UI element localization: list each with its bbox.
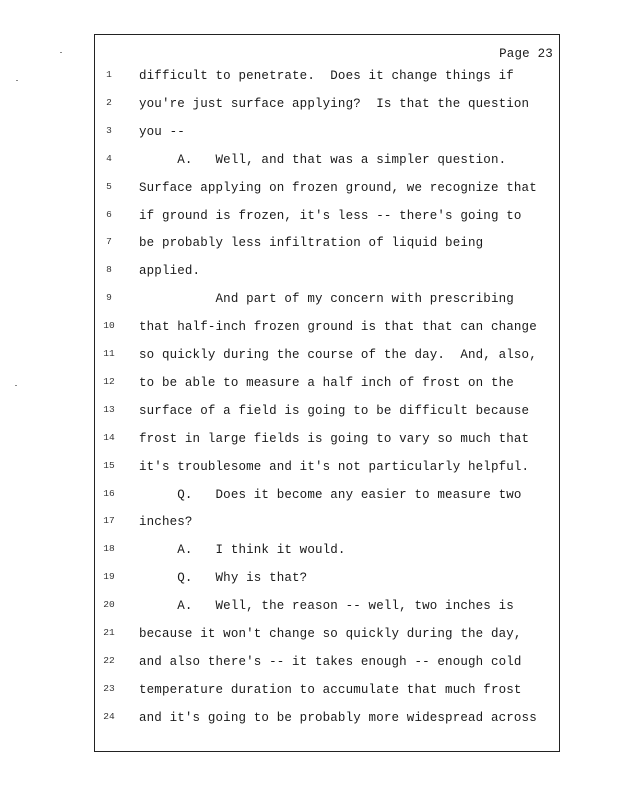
transcript-line xyxy=(95,181,561,201)
line-number: 8 xyxy=(106,264,112,276)
line-text: and it's going to be probably more widespread across xyxy=(139,710,537,725)
line-text: surface of a field is going to be difficult because xyxy=(139,403,530,418)
line-number: 16 xyxy=(103,487,115,499)
transcript-line xyxy=(95,488,561,508)
scan-speck xyxy=(15,385,17,386)
transcript-line xyxy=(95,125,561,145)
transcript-line xyxy=(95,460,561,480)
line-text: and also there's -- it takes enough -- enough cold xyxy=(139,654,522,669)
line-number: 2 xyxy=(106,96,112,108)
transcript-line xyxy=(95,97,561,117)
transcript-line xyxy=(95,264,561,284)
line-number: 6 xyxy=(106,208,112,220)
line-text: applied. xyxy=(139,264,201,279)
line-number: 14 xyxy=(103,431,115,443)
line-text: A. I think it would. xyxy=(139,543,346,558)
transcript-line xyxy=(95,348,561,368)
line-number: 21 xyxy=(103,627,115,638)
line-text: it's troublesome and it's not particularly helpful. xyxy=(139,459,530,474)
transcript-line xyxy=(95,404,561,424)
transcript-line xyxy=(95,69,561,89)
line-number: 9 xyxy=(106,292,112,304)
line-number: 19 xyxy=(103,571,115,583)
line-text: be probably less infiltration of liquid being xyxy=(139,236,484,251)
line-number: 15 xyxy=(103,459,115,471)
transcript-line xyxy=(95,236,561,256)
transcript-line xyxy=(95,292,561,312)
line-text: if ground is frozen, it's less -- there's going to xyxy=(139,208,522,223)
transcript-line xyxy=(95,571,561,591)
line-number: 18 xyxy=(103,543,115,555)
line-text: inches? xyxy=(139,515,193,530)
transcript-line xyxy=(95,683,561,703)
scan-speck xyxy=(16,80,18,81)
line-number: 22 xyxy=(103,654,115,666)
transcript-line xyxy=(95,627,561,647)
line-text: difficult to penetrate. Does it change things if xyxy=(139,69,514,83)
line-text: Q. Does it become any easier to measure two xyxy=(139,487,522,502)
line-text: to be able to measure a half inch of frost on the xyxy=(139,375,514,390)
transcript-line xyxy=(95,515,561,535)
transcript-line xyxy=(95,320,561,340)
line-number: 4 xyxy=(106,152,112,164)
line-text: A. Well, and that was a simpler question. xyxy=(139,152,507,167)
line-text: temperature duration to accumulate that much frost xyxy=(139,682,522,697)
line-number: 23 xyxy=(103,682,115,694)
transcript-line xyxy=(95,432,561,452)
line-number: 13 xyxy=(103,403,115,415)
line-number: 20 xyxy=(103,599,115,611)
transcript-line xyxy=(95,376,561,396)
transcript-line xyxy=(95,655,561,675)
line-number: 11 xyxy=(103,348,115,359)
line-number: 12 xyxy=(103,375,115,387)
line-text: frost in large fields is going to vary so much that xyxy=(139,431,530,446)
transcript-line xyxy=(95,543,561,563)
line-text: you -- xyxy=(139,124,185,139)
line-text: so quickly during the course of the day. And, also, xyxy=(139,348,537,362)
line-text: that half-inch frozen ground is that that can change xyxy=(139,320,537,335)
transcript-line xyxy=(95,599,561,619)
page-number: Page 23 xyxy=(499,47,553,61)
transcript-page-frame xyxy=(94,34,560,752)
line-text: because it won't change so quickly during the day, xyxy=(139,627,522,641)
transcript-line xyxy=(95,711,561,731)
line-text: Q. Why is that? xyxy=(139,571,308,586)
line-number: 5 xyxy=(106,180,112,192)
line-number: 24 xyxy=(103,710,115,722)
line-number: 10 xyxy=(103,320,115,332)
line-number: 1 xyxy=(106,69,112,80)
transcript-line xyxy=(95,209,561,229)
line-text: you're just surface applying? Is that the question xyxy=(139,96,530,111)
line-number: 3 xyxy=(106,124,112,136)
scan-speck xyxy=(60,52,62,53)
line-number: 7 xyxy=(106,236,112,248)
line-text: Surface applying on frozen ground, we recognize that xyxy=(139,180,537,195)
line-number: 17 xyxy=(103,515,115,527)
transcript-line xyxy=(95,153,561,173)
line-text: A. Well, the reason -- well, two inches is xyxy=(139,599,514,614)
line-text: And part of my concern with prescribing xyxy=(139,292,514,307)
